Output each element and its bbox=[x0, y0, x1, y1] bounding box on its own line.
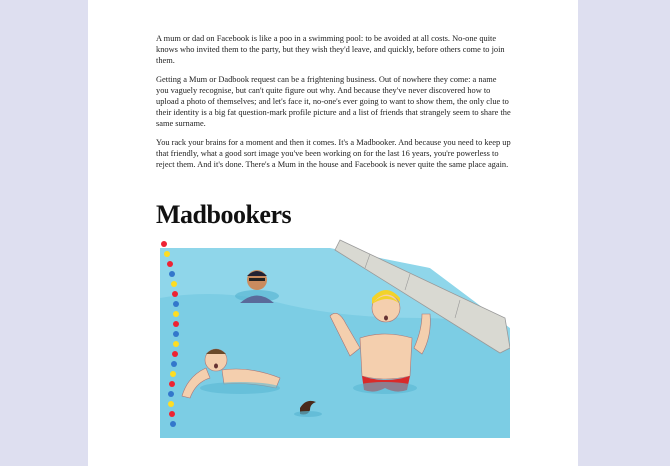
article-body bbox=[156, 34, 511, 180]
section-heading: Madbookers bbox=[156, 200, 292, 229]
swimming-pool-illustration bbox=[160, 238, 510, 438]
paragraph-2: Getting a Mum or Dadbook request can be a frightening business. Out of nowhere they come: a name you vaguely recognise, but can't quite figure out why. And because they've never discovered how to upload a photo of themselves; and let's face it, no-one's ever going to want to show them, the only clue to their identity is a big fat question-mark profile picture and a list of friends that strangely seem to share the same surname. bbox=[156, 75, 511, 128]
paragraph-1: A mum or dad on Facebook is like a poo in a swimming pool: to be avoided at all costs. No-one quite knows who invited them to the party, but they wish they'd leave, and quickly, before others come to join them. bbox=[156, 34, 505, 65]
paragraph-3: You rack your brains for a moment and then it comes. It's a Madbooker. And because you need to keep up that friendly, what a good sort image you've been working on for the last 16 years, you're powerless to reject them. And it's done. There's a Mum in the house and Facebook is never quite the same place again. bbox=[156, 138, 511, 169]
page bbox=[88, 0, 578, 466]
